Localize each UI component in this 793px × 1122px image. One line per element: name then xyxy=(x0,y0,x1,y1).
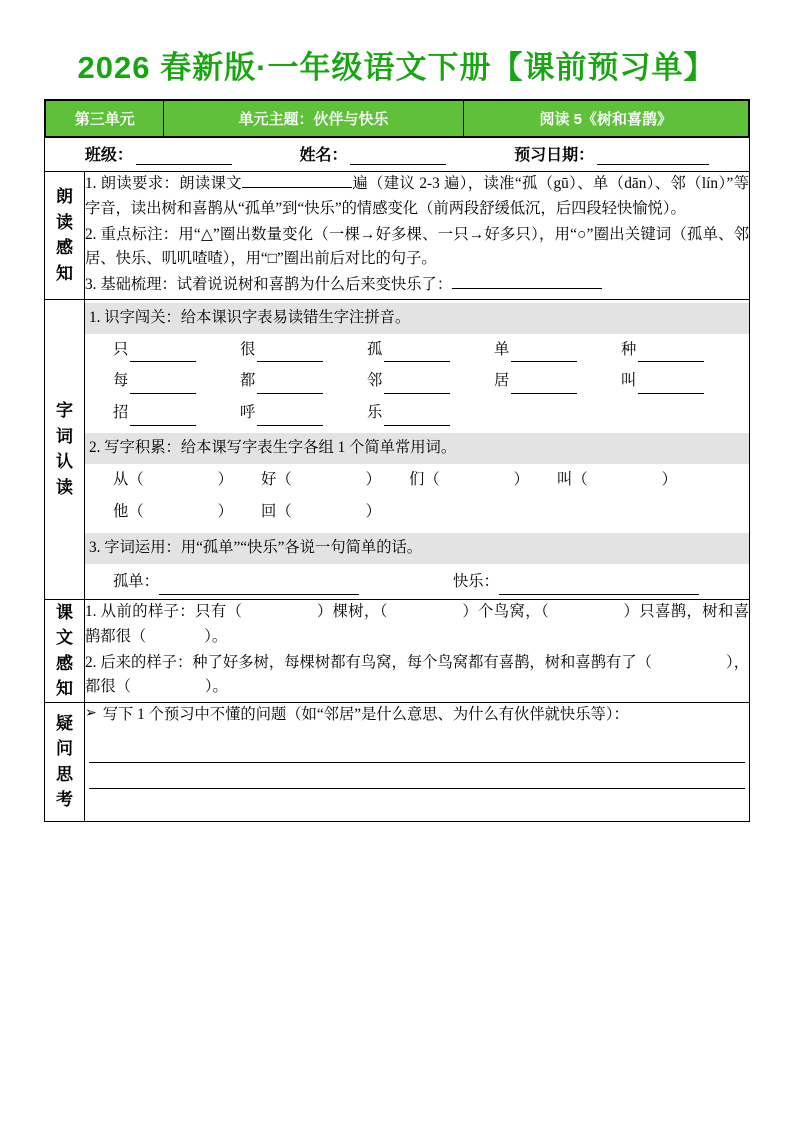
pinyin-blank[interactable] xyxy=(638,347,704,362)
vchar: 读 xyxy=(56,212,73,232)
pinyin-blank[interactable] xyxy=(257,347,323,362)
char-cell[interactable]: 招 xyxy=(113,401,240,426)
answer-line[interactable] xyxy=(89,763,745,789)
pinyin-blank[interactable] xyxy=(130,411,196,426)
pinyin-blank[interactable] xyxy=(638,379,704,394)
vchar: 文 xyxy=(56,628,73,648)
vchar: 知 xyxy=(56,679,73,699)
section-label-text xyxy=(45,599,85,702)
question-prompt: ➢ 写下 1 个预习中不懂的问题（如“邻居”是什么意思、为什么有伙伴就快乐等）： xyxy=(85,703,749,728)
reading-item-1: 1. 朗读要求：朗读课文 遍（建议 2-3 遍），读准“孤（gū）、单（dān）、邻（lín）”等字音，读出树和喜鹊从“孤单”到“快乐”的情感变化（前两段舒缓低沉，后四段轻快愉悦）。 xyxy=(85,175,749,217)
char-cell[interactable]: 叫 xyxy=(621,369,748,394)
word-apply-row xyxy=(85,570,749,595)
word-build-grid xyxy=(85,468,749,526)
char-cell[interactable]: 只 xyxy=(113,338,240,363)
class-blank[interactable] xyxy=(136,149,232,165)
date-field[interactable]: 预习日期： xyxy=(514,142,709,165)
vchar: 问 xyxy=(56,739,73,759)
question-answer-area[interactable] xyxy=(85,737,749,789)
pinyin-blank[interactable] xyxy=(384,347,450,362)
char-cell[interactable]: 都 xyxy=(240,369,367,394)
vocab-sub-heading-3: 3. 字词运用：用“孤单”“快乐”各说一句简单的话。 xyxy=(85,533,749,564)
vchar: 考 xyxy=(56,790,73,810)
char-cell[interactable]: 居 xyxy=(494,369,621,394)
vchar: 词 xyxy=(56,426,73,446)
reading-item-2: 2. 重点标注：用“△”圈出数量变化（一棵→好多棵、一只→好多只），用“○”圈出关键词（孤单、邻居、快乐、叽叽喳喳），用“□”圈出前后对比的句子。 xyxy=(85,225,750,268)
vchar: 朗 xyxy=(56,187,73,207)
reading-answer-blank[interactable] xyxy=(452,274,602,289)
reading-item-3: 3. 基础梳理：试着说说树和喜鹊为什么后来变快乐了： xyxy=(85,273,749,298)
section-text-content xyxy=(85,599,750,702)
pinyin-blank[interactable] xyxy=(130,379,196,394)
char-cell[interactable]: 种 xyxy=(621,338,748,363)
pinyin-blank[interactable] xyxy=(257,379,323,394)
vocab-sub-heading-2: 2. 写字积累：给本课写字表生字各组 1 个简单常用词。 xyxy=(85,433,749,464)
section-question-content xyxy=(85,702,750,821)
section-label-vocab xyxy=(45,299,85,599)
char-row xyxy=(113,338,749,363)
vchar: 感 xyxy=(56,653,73,673)
vchar: 课 xyxy=(56,602,73,622)
class-field[interactable]: 班级： xyxy=(85,142,232,165)
answer-line[interactable] xyxy=(89,737,745,763)
section-reading-content xyxy=(85,172,750,300)
lesson-title: 阅读 5《树和喜鹊》 xyxy=(463,101,748,137)
section-label-reading xyxy=(45,172,85,300)
word-cell[interactable]: 回 （ ） xyxy=(261,503,381,521)
vchar: 思 xyxy=(56,764,73,784)
char-row xyxy=(113,369,749,394)
word-row xyxy=(85,500,749,525)
char-cell[interactable]: 每 xyxy=(113,369,240,394)
pinyin-blank[interactable] xyxy=(384,411,450,426)
text-item-1: 1. 从前的样子：只有（ ）棵树，（ ）个鸟窝，（ ）只喜鹊，树和喜鹊都很（ ）。 xyxy=(85,603,749,645)
worksheet-table xyxy=(44,99,750,822)
pinyin-blank[interactable] xyxy=(130,347,196,362)
unit-number: 第三单元 xyxy=(46,101,164,137)
pinyin-blank[interactable] xyxy=(511,379,577,394)
vocab-sub-heading-1: 1. 识字闯关：给本课识字表易读错生字注拼音。 xyxy=(85,303,749,334)
section-text-row xyxy=(45,599,750,702)
page-title: 2026 春新版·一年级语文下册【课前预习单】 xyxy=(77,50,716,85)
section-question-row xyxy=(45,702,750,821)
apply-item-lonely[interactable]: 孤单： xyxy=(113,570,453,595)
char-row xyxy=(113,401,749,426)
vchar: 认 xyxy=(56,452,73,472)
char-cell[interactable]: 单 xyxy=(494,338,621,363)
apply-item-happy[interactable]: 快乐： xyxy=(453,570,699,595)
date-blank[interactable] xyxy=(597,149,709,165)
char-cell[interactable]: 邻 xyxy=(367,369,494,394)
apply-blank[interactable] xyxy=(159,580,359,595)
char-cell[interactable]: 乐 xyxy=(367,401,494,426)
section-label-question xyxy=(45,702,85,821)
name-field[interactable]: 姓名： xyxy=(299,142,446,165)
vchar: 读 xyxy=(56,477,73,497)
word-cell[interactable]: 他 （ ） xyxy=(113,503,233,521)
char-cell[interactable]: 孤 xyxy=(367,338,494,363)
name-blank[interactable] xyxy=(350,149,446,165)
pinyin-blank[interactable] xyxy=(384,379,450,394)
word-cell[interactable]: 叫 （ ） xyxy=(557,470,677,488)
word-cell[interactable]: 好 （ ） xyxy=(261,470,381,488)
pinyin-blank[interactable] xyxy=(511,347,577,362)
vchar: 字 xyxy=(56,401,73,421)
char-cell[interactable]: 很 xyxy=(240,338,367,363)
vchar: 疑 xyxy=(56,713,73,733)
vchar: 感 xyxy=(56,238,73,258)
word-cell[interactable]: 从 （ ） xyxy=(113,470,233,488)
student-info-row xyxy=(45,138,750,172)
section-vocab-row xyxy=(45,299,750,599)
char-cell[interactable]: 呼 xyxy=(240,401,367,426)
section-reading-row xyxy=(45,172,750,300)
reading-times-blank[interactable] xyxy=(242,173,352,188)
section-vocab-content xyxy=(85,299,750,599)
pinyin-blank[interactable] xyxy=(257,411,323,426)
arrow-bullet-icon: ➢ xyxy=(85,705,97,721)
apply-blank[interactable] xyxy=(499,580,699,595)
pinyin-char-grid xyxy=(85,338,749,426)
text-item-2: 2. 后来的样子：种了好多树，每棵树都有鸟窝，每个鸟窝都有喜鹊，树和喜鹊有了（ ），都很（ ）。 xyxy=(85,653,749,696)
vchar: 知 xyxy=(56,263,73,283)
word-row xyxy=(85,468,749,493)
word-cell[interactable]: 们 （ ） xyxy=(409,470,529,488)
unit-band-row xyxy=(45,100,750,138)
unit-theme: 单元主题：伙伴与快乐 xyxy=(164,101,463,137)
